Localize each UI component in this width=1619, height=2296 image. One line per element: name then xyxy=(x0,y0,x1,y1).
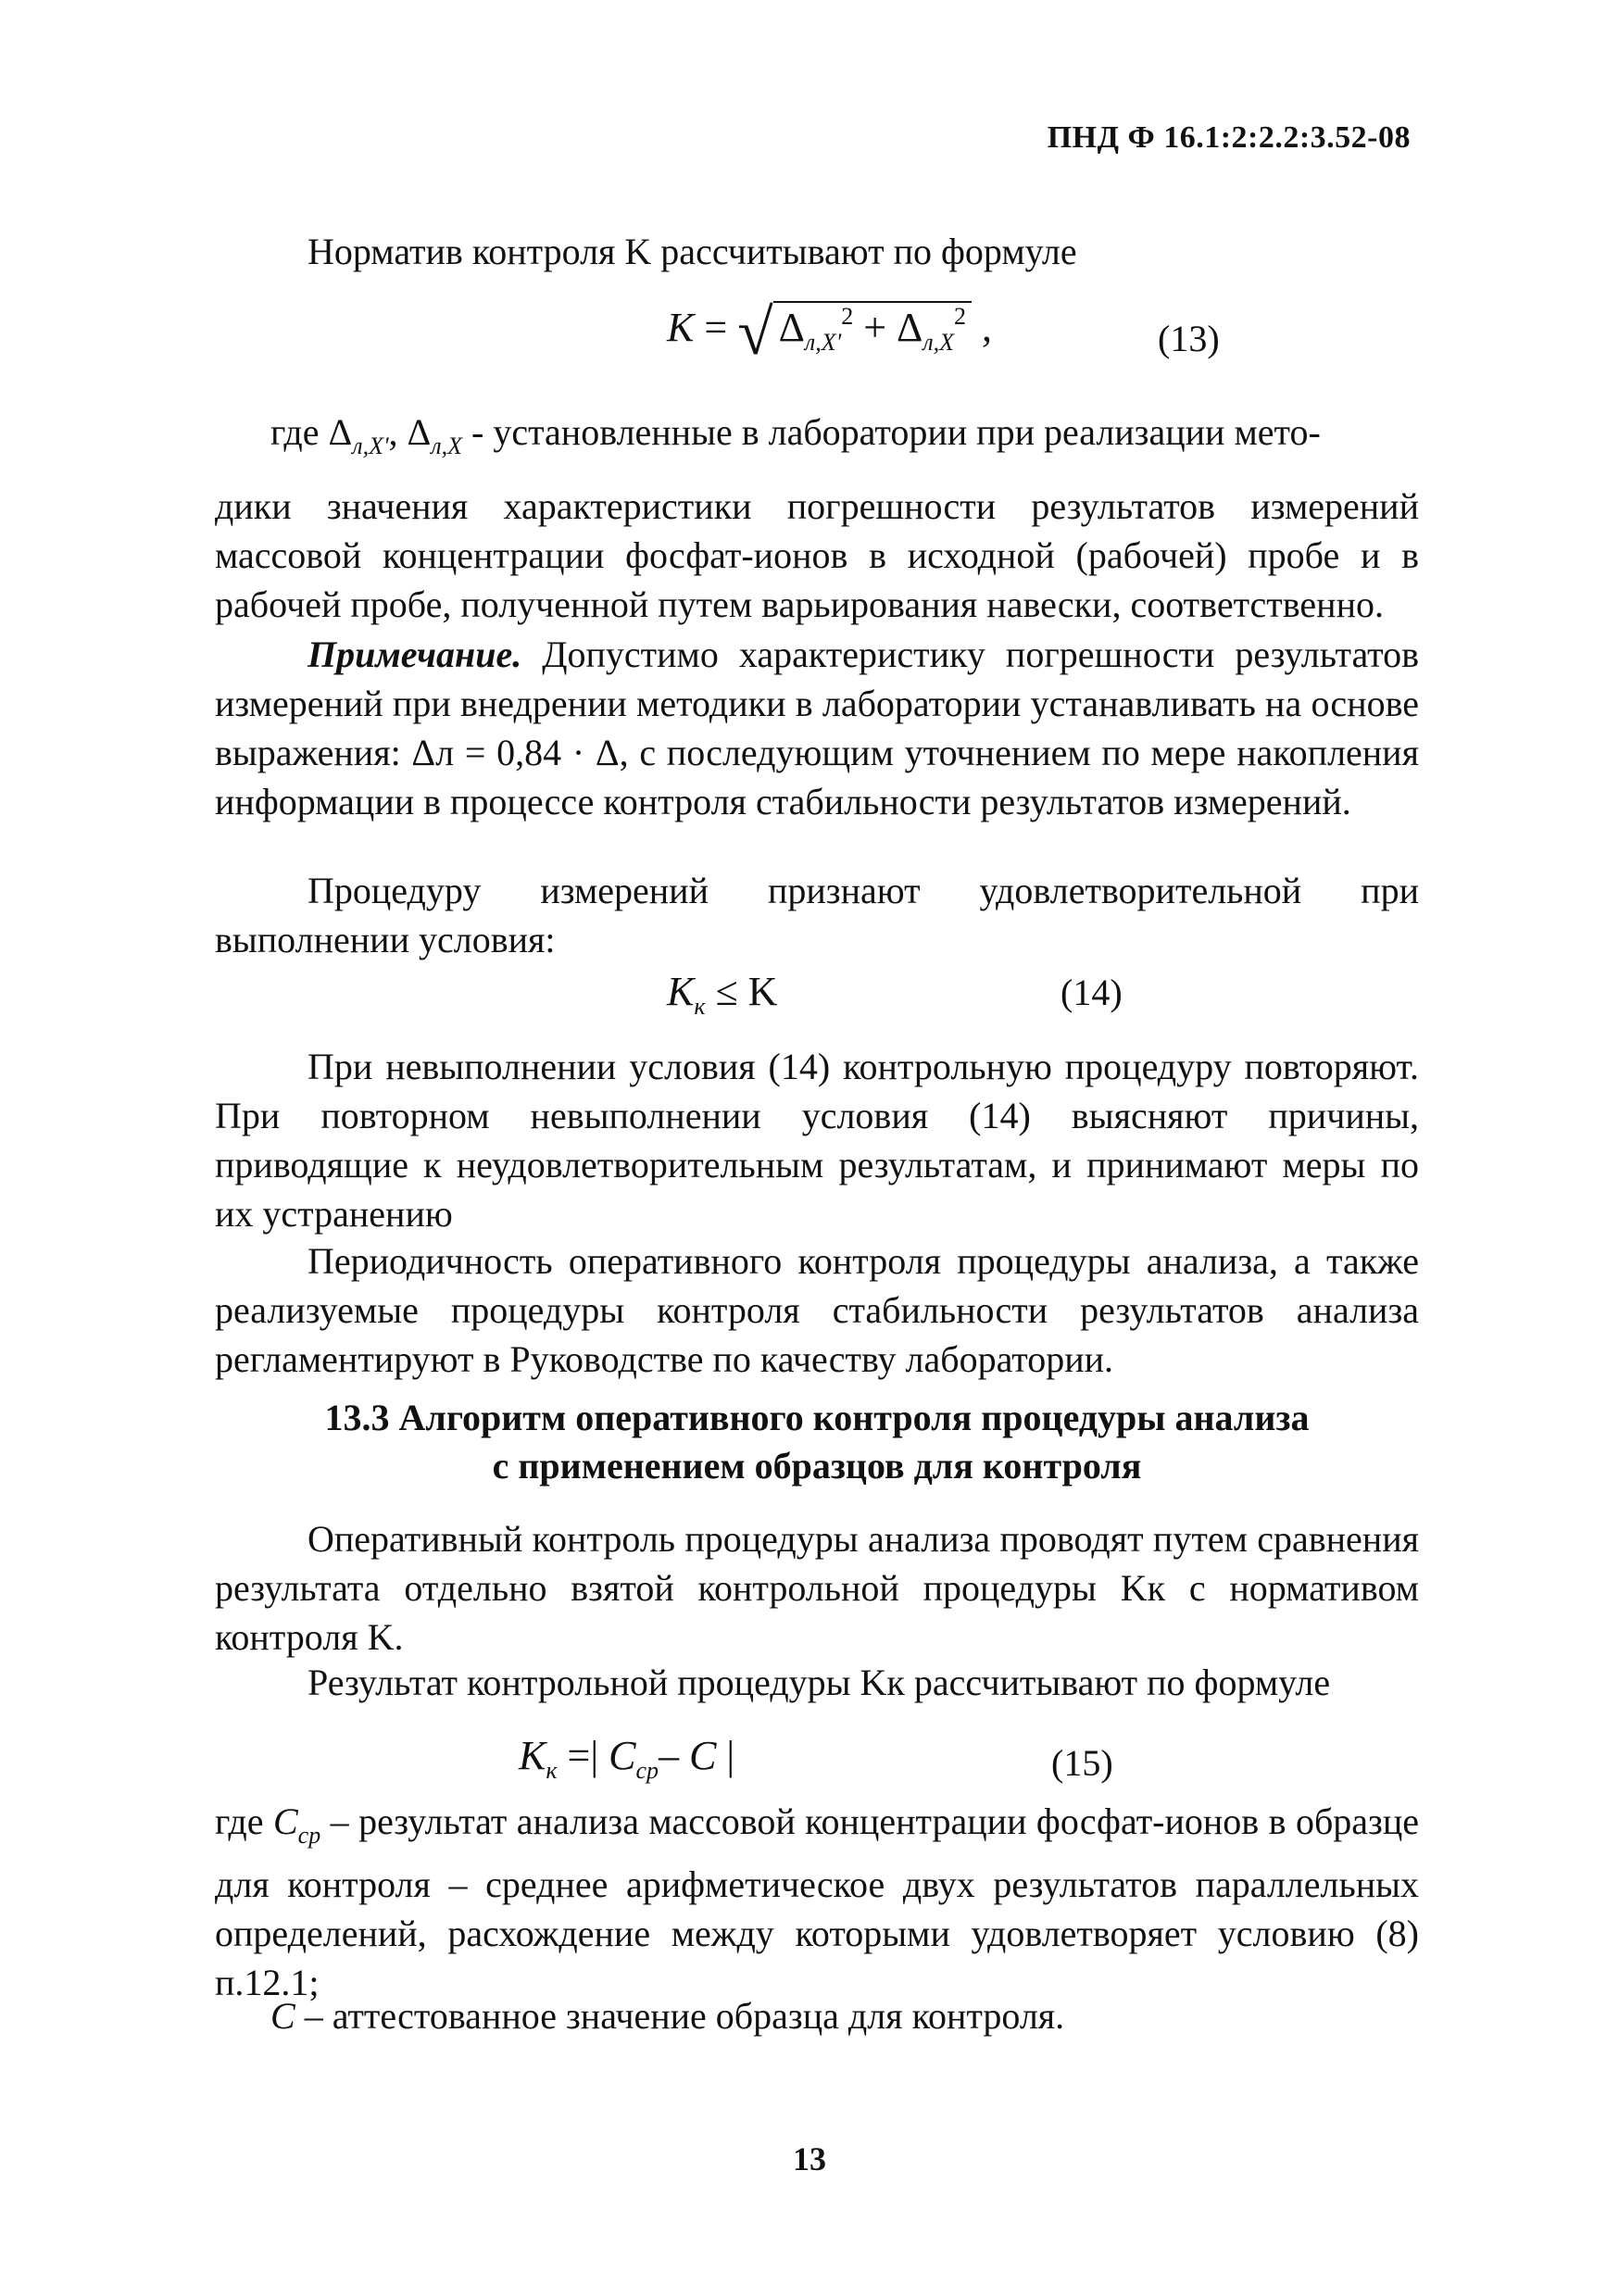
intro-paragraph: Норматив контроля K рассчитывают по формуле xyxy=(307,231,1077,272)
note-text: Допустимо характеристику погрешности результатов измерений при внедрении методики в лаборатории устанавливать на основе выражения: Δл = 0,84 · Δ, с последующим уточнением по мере накопления информации в процессе контроля стабильности результатов измерений. xyxy=(215,634,1419,822)
period-paragraph: Периодичность оперативного контроля процедуры анализа, а также реализуемые процедуры контроля стабильности результатов анализа регламентируют в Руководстве по качеству лаборатории. xyxy=(215,1240,1419,1380)
equation-number-13: (13) xyxy=(1158,318,1220,359)
result-paragraph: Результат контрольной процедуры Kк рассчитывают по формуле xyxy=(307,1662,1331,1703)
equation-number-15: (15) xyxy=(1051,1742,1113,1784)
sqrt-sign: √ $\Delta_{л,X'}^2 + \Delta_{л,X}^2$ xyxy=(737,296,972,370)
formula-14-rel: ≤ K xyxy=(715,969,778,1014)
where2-sub: ср xyxy=(297,1822,321,1849)
where-delta-2-sub: л,X xyxy=(431,433,462,459)
where-delta-1: Δ xyxy=(328,411,353,453)
delta-1-sub: л,X' xyxy=(804,329,842,356)
where2-text: – результат анализа массовой концентрации фосфат-ионов в образце для контроля – среднее арифметическое двух результатов параллельных определений, расхождение между которыми удовлетворяет условию (8) п.12.1; xyxy=(215,1800,1420,2003)
accept-paragraph: Процедуру измерений признают удовлетворительной при выполнении условия: xyxy=(215,870,1419,960)
document-code: ПНД Ф 16.1:2:2.2:3.52-08 xyxy=(1047,120,1411,155)
section-heading xyxy=(215,1394,1419,1490)
formula-15-lhs: K xyxy=(519,1733,546,1778)
formula-14-sub: к xyxy=(694,993,706,1020)
delta-2-exp: 2 xyxy=(954,303,967,330)
formula-15-c-sub: ср xyxy=(635,1757,659,1784)
where-lead: где xyxy=(270,411,320,453)
where-delta-2: Δ xyxy=(407,411,432,453)
delta-2: Δ xyxy=(897,305,923,350)
oper-paragraph: Оперативный контроль процедуры анализа проводят путем сравнения результата отдельно взятой контрольной процедуры Kк с нормативом контроля K. xyxy=(215,1518,1419,1658)
delta-2-sub: л,X xyxy=(922,329,955,356)
delta-1: Δ xyxy=(778,305,805,350)
fail-paragraph: При невыполнении условия (14) контрольную процедуру повторяют. При повторном невыполнении условия (14) выясняют причины, приводящие к неудовлетворительным результатам, и принимают меры по их устранению xyxy=(215,1046,1419,1235)
formula-15-bar: | xyxy=(726,1733,735,1778)
equation-number-14: (14) xyxy=(1061,972,1123,1013)
formula-14-lhs: K xyxy=(667,969,695,1014)
formula-15-eq: =| xyxy=(567,1733,599,1778)
plus-sign: + xyxy=(863,305,887,350)
formula-15-c: C xyxy=(609,1733,636,1778)
where-paragraph-2 xyxy=(215,1797,1419,2007)
formula-15 xyxy=(519,1732,734,1785)
formula-13-comma: , xyxy=(982,305,993,350)
where-sep: , xyxy=(388,411,398,453)
where-paragraph-1 xyxy=(215,408,1419,470)
where3-sym: C xyxy=(270,1995,295,2037)
note-paragraph xyxy=(215,630,1419,826)
where-text: - установленные в лаборатории при реализации мето- xyxy=(471,411,1321,453)
where2-lead: где xyxy=(215,1800,264,1842)
delta-1-exp: 2 xyxy=(841,303,854,330)
formula-15-minus-c: – C xyxy=(659,1733,717,1778)
note-label: Примечание. xyxy=(307,634,522,675)
formula-13 xyxy=(667,296,992,370)
formula-14 xyxy=(667,968,777,1021)
section-heading-line-1: 13.3 Алгоритм оперативного контроля процедуры анализа xyxy=(324,1397,1310,1438)
formula-13-lhs: K xyxy=(667,305,695,350)
where-paragraph-1-cont: дики значения характеристики погрешности результатов измерений массовой концентрации фосфат-ионов в исходной (рабочей) пробе и в рабочей пробе, полученной путем варьирования навески, соответственно. xyxy=(215,485,1419,625)
where-delta-1-sub: л,X' xyxy=(352,433,389,459)
formula-15-lhs-sub: к xyxy=(546,1757,558,1784)
where2-sym: C xyxy=(272,1800,298,1842)
where3-text: – аттестованное значение образца для контроля. xyxy=(304,1995,1065,2037)
where-paragraph-3 xyxy=(215,1991,1419,2040)
section-heading-line-2: с применением образцов для контроля xyxy=(492,1445,1142,1487)
formula-13-eq: = xyxy=(704,305,728,350)
page-number: 13 xyxy=(793,2140,826,2177)
